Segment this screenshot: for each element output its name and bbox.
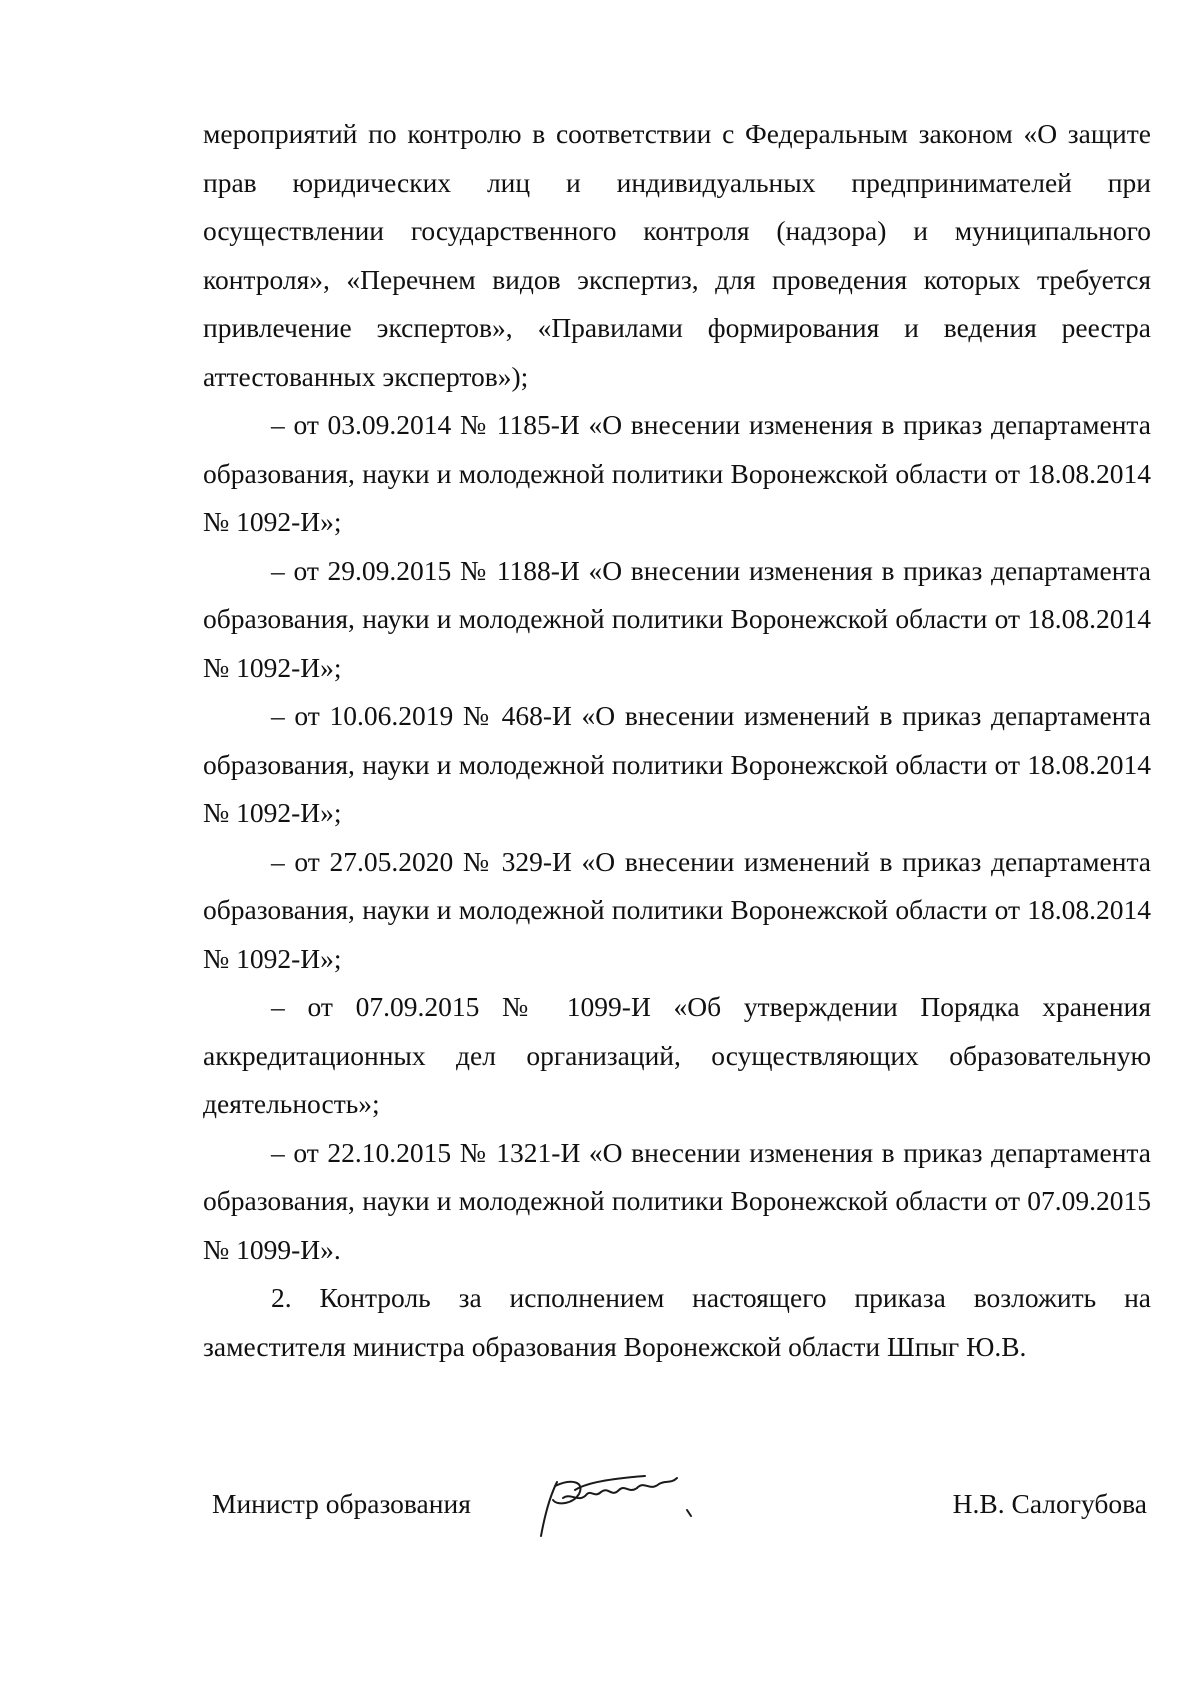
point-2-paragraph: 2. Контроль за исполнением настоящего приказа возложить на заместителя министра образования Воронежской области Шпыг Ю.В. bbox=[203, 1282, 1151, 1362]
list-item: – от 10.06.2019 № 468-И «О внесении изменений в приказ департамента образования, науки и молодежной политики Воронежской области от 18.08.2014 № 1092-И»; bbox=[203, 700, 1151, 828]
list-item: – от 27.05.2020 № 329-И «О внесении изменений в приказ департамента образования, науки и молодежной политики Воронежской области от 18.08.2014 № 1092-И»; bbox=[203, 845, 1151, 974]
list-item: – от 22.10.2015 № 1321-И «О внесении изменения в приказ департамента образования, науки и молодежной политики Воронежской области от 07.09.2015 № 1099-И». bbox=[203, 1136, 1151, 1265]
document-body bbox=[203, 110, 1151, 1371]
intro-paragraph: мероприятий по контролю в соответствии с Федеральным законом «О защите прав юридических лиц и индивидуальных предпринимателей при осуществлении государственного контроля (надзора) и муниципального контроля», «Перечнем видов экспертиз, для проведения которых требуется привлечение экспертов», «Правилами формирования и ведения реестра аттестованных экспертов»); bbox=[203, 118, 1151, 392]
signer-position: Министр образования bbox=[212, 1488, 471, 1519]
signer-name: Н.В. Салогубова bbox=[952, 1488, 1147, 1519]
signature-block bbox=[212, 1470, 1147, 1550]
handwritten-signature-icon bbox=[527, 1464, 707, 1544]
list-item: – от 29.09.2015 № 1188-И «О внесении изменения в приказ департамента образования, науки и молодежной политики Воронежской области от 18.08.2014 № 1092-И»; bbox=[203, 554, 1151, 683]
list-item: – от 07.09.2015 № 1099-И «Об утверждении Порядка хранения аккредитационных дел организаций, осуществляющих образовательную деятельность»; bbox=[203, 991, 1151, 1119]
list-item: – от 03.09.2014 № 1185-И «О внесении изменения в приказ департамента образования, науки и молодежной политики Воронежской области от 18.08.2014 № 1092-И»; bbox=[203, 409, 1151, 537]
